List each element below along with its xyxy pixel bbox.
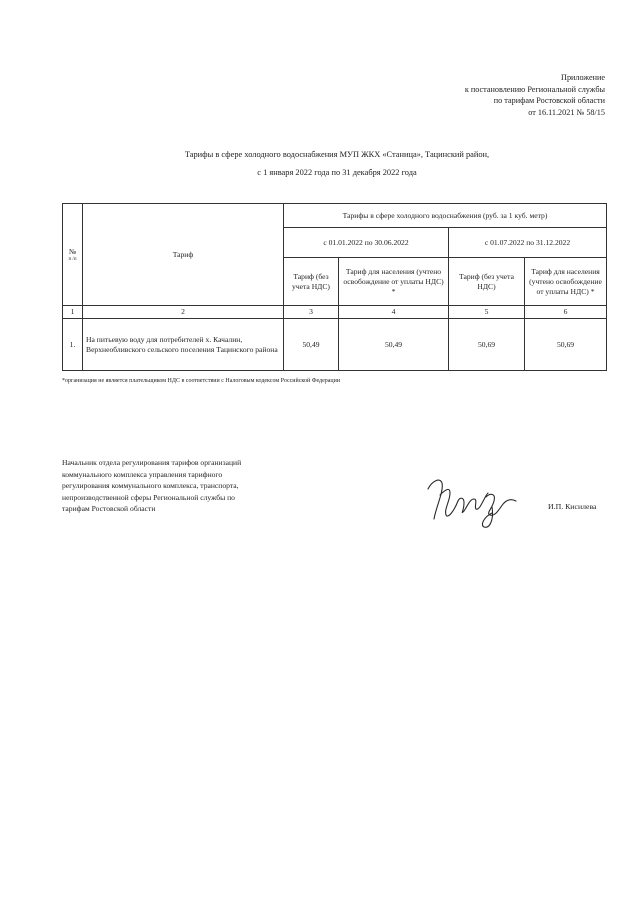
row-value-5: 50,69: [449, 319, 525, 371]
appendix-line-3: по тарифам Ростовской области: [493, 96, 605, 105]
signer-line-3: регулирования коммунального комплекса, транспорта,: [62, 481, 239, 490]
column-number: 5: [449, 306, 525, 319]
header-period-1: с 01.01.2022 по 30.06.2022: [284, 228, 449, 258]
signer-line-2: коммунального комплекса управления тарифного: [62, 469, 223, 479]
appendix-line-2: к постановлению Региональной службы: [464, 84, 605, 94]
row-tariff-name: На питьевую воду для потребителей х. Качалин, Верхнеобливского сельского поселения Тацинского района: [83, 319, 284, 371]
row-value-6: 50,69: [525, 319, 607, 371]
footnote: *организация не является плательщиком НДС в соответствии с Налоговым кодексом Российской Федерации: [62, 378, 341, 384]
column-number: 2: [83, 306, 284, 319]
column-number-row: [63, 306, 607, 319]
header-col-3: Тариф (без учета НДС): [284, 258, 339, 306]
header-num-label: №: [68, 246, 77, 256]
header-tariff: Тариф: [83, 204, 284, 306]
appendix-line-1: Приложение: [561, 73, 605, 82]
table-row: [63, 319, 607, 371]
column-number: 3: [284, 306, 339, 319]
document-period: с 1 января 2022 года по 31 декабря 2022 года: [257, 168, 417, 177]
column-number: 4: [339, 306, 449, 319]
header-num-sub: п /п: [68, 256, 77, 262]
row-value-3: 50,49: [284, 319, 339, 371]
appendix-line-4: от 16.11.2021 № 58/15: [528, 107, 605, 117]
header-col-5: Тариф (без учета НДС): [449, 258, 525, 306]
header-group: Тарифы в сфере холодного водоснабжения (руб. за 1 куб. метр): [284, 204, 607, 228]
column-number: 6: [525, 306, 607, 319]
signer-position: [62, 457, 241, 515]
column-number: 1: [63, 306, 83, 319]
header-col-6: Тариф для населения (учтено освобождение от уплаты НДС) *: [525, 258, 607, 306]
document-title: Тарифы в сфере холодного водоснабжения МУП ЖКХ «Станица», Тацинский район,: [184, 150, 490, 159]
appendix-header: [465, 72, 605, 118]
handwritten-signature: [420, 467, 530, 532]
header-num: [63, 204, 83, 306]
signer-line-1: Начальник отдела регулирования тарифов организаций: [62, 458, 242, 467]
signer-line-5: тарифам Ростовской области: [62, 504, 156, 513]
row-value-4: 50,49: [339, 319, 449, 371]
header-period-2: с 01.07.2022 по 31.12.2022: [449, 228, 607, 258]
signer-name: И.П. Кисилева: [548, 502, 597, 511]
header-col-4: Тариф для населения (учтено освобождение от уплаты НДС) *: [339, 258, 449, 306]
signer-line-4: непроизводственной сферы Региональной службы по: [62, 492, 235, 502]
row-num: 1.: [63, 319, 83, 371]
tariff-table: [62, 203, 607, 371]
